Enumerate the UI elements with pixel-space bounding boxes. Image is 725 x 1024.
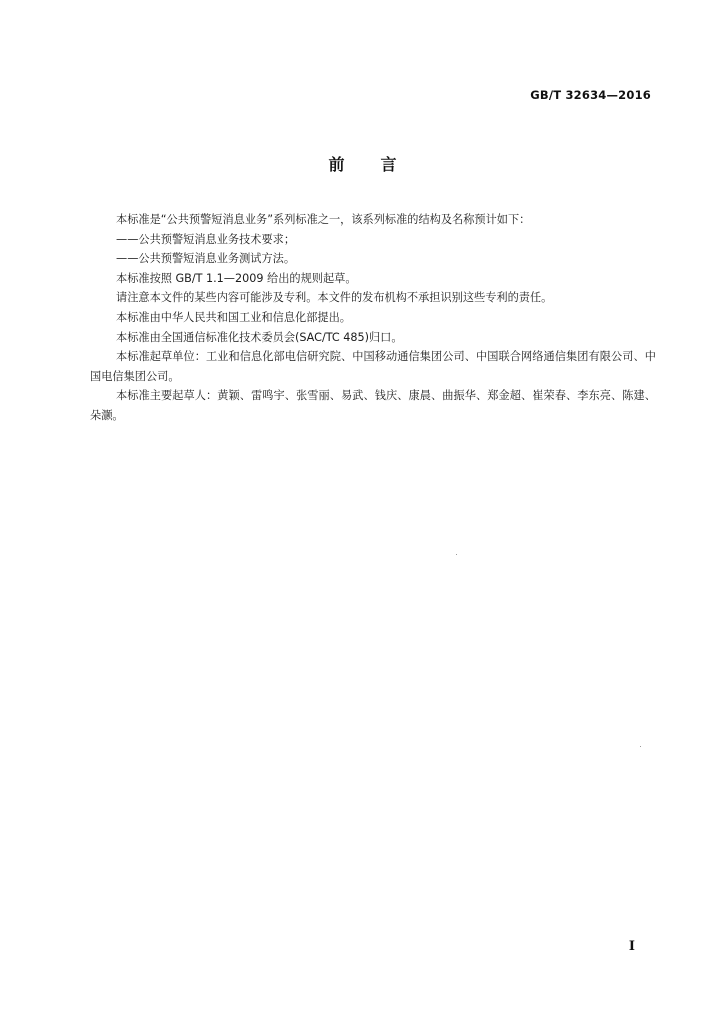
paragraph-technical-committee: 本标准由全国通信标准化技术委员会(SAC/TC 485)归口。 [116,330,403,344]
paragraph-series-intro: 本标准是“公共预警短消息业务”系列标准之一，该系列标准的结构及名称预计如下： [116,213,531,226]
paragraph-drafting-rules: 本标准按照 GB/T 1.1—2009 给出的规则起草。 [116,271,357,285]
page-number: I [628,939,635,954]
standard-code: GB/T 32634—2016 [530,88,651,102]
paragraph-main-drafters: 本标准主要起草人：黄颖、雷鸣宇、张雪丽、易武、钱庆、康晨、曲振华、郑金超、崔荣春、李东亮、陈建、朵灏。 [90,389,656,422]
page-title: 前言 [328,155,433,174]
scan-speck [640,746,641,747]
foreword-body [90,210,656,426]
paragraph-drafting-organizations: 本标准起草单位：工业和信息化部电信研究院、中国移动通信集团公司、中国联合网络通信集团有限公司、中国电信集团公司。 [90,350,656,383]
paragraph-proposer: 本标准由中华人民共和国工业和信息化部提出。 [116,310,351,324]
paragraph-series-part-1: ——公共预警短消息业务技术要求； [116,232,296,246]
scan-speck [456,554,457,555]
paragraph-series-part-2: ——公共预警短消息业务测试方法。 [116,252,296,266]
paragraph-patent-notice: 请注意本文件的某些内容可能涉及专利。本文件的发布机构不承担识别这些专利的责任。 [116,291,553,305]
